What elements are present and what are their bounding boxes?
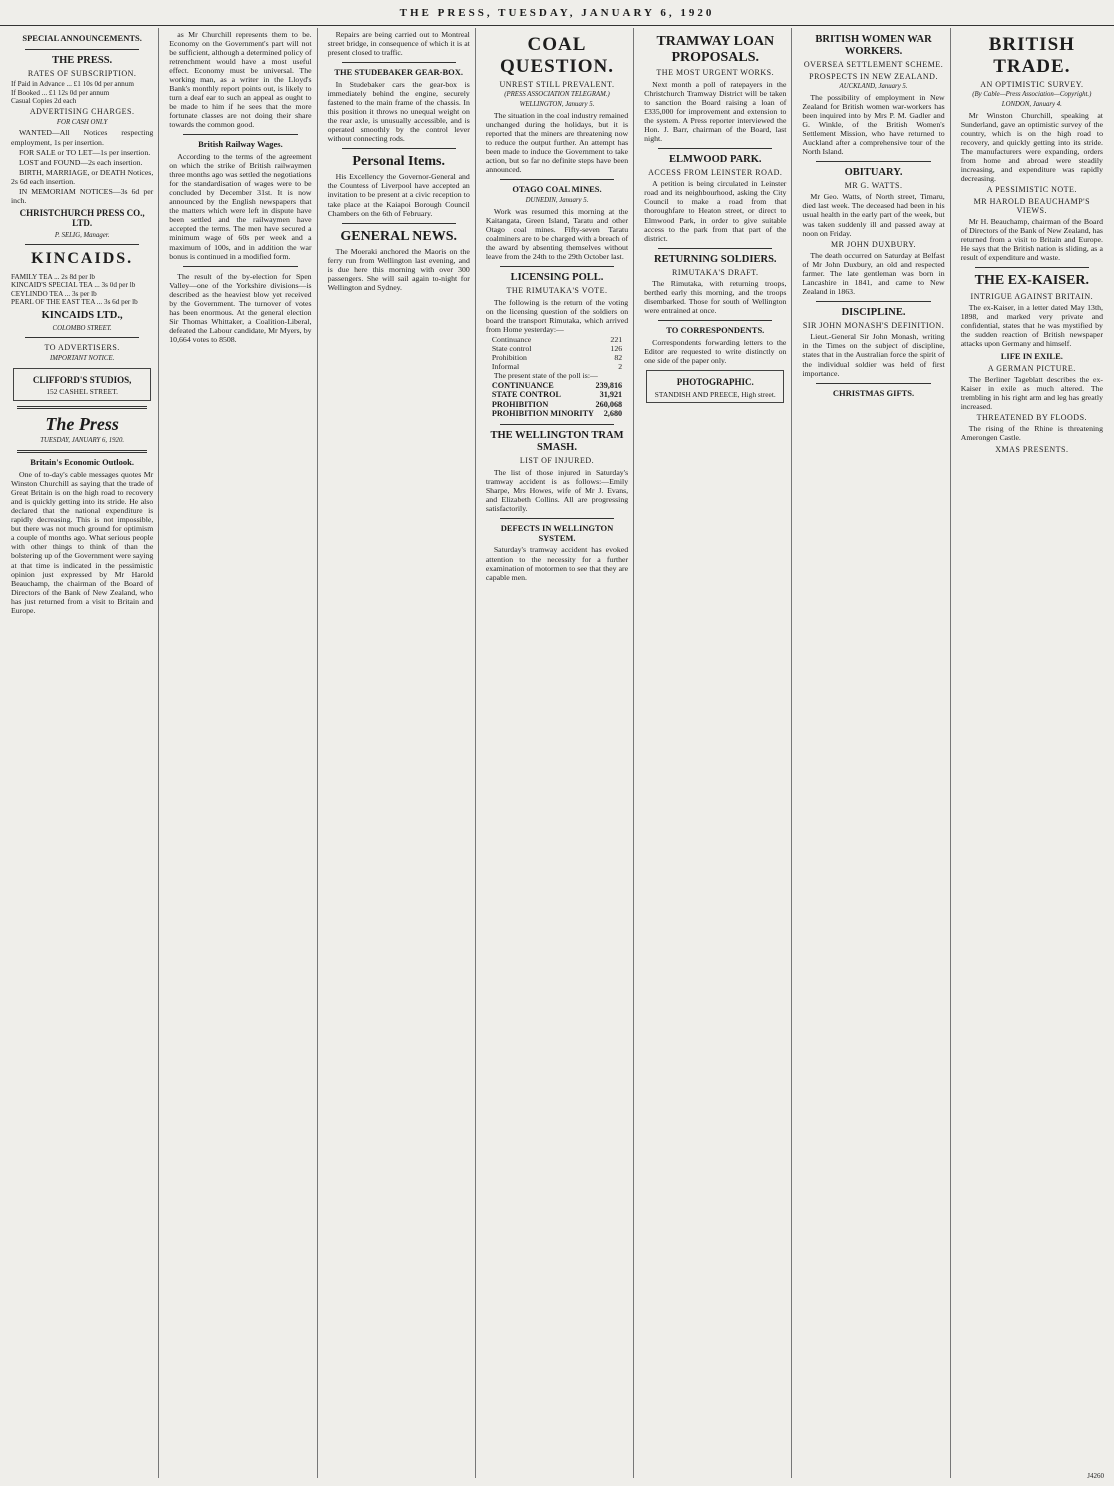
article-text: The situation in the coal industry remained unchanged during the holidays, but it is reported that the miners are threatening now to reduce the output further. An attempt has been made to induce the Government to take action, but so far no definite steps have been announced.	[485, 111, 629, 175]
divider	[25, 49, 139, 50]
christmas-gifts: CHRISTMAS GIFTS.	[832, 387, 915, 398]
general-news-heading: GENERAL NEWS.	[340, 228, 458, 244]
ad-code: J4260	[1087, 1472, 1104, 1480]
special-announcements-heading: SPECIAL ANNOUNCEMENTS.	[22, 33, 142, 43]
column-3	[323, 28, 476, 1478]
poll-total-row: STATE CONTROL 31,921	[491, 390, 623, 400]
column-5	[639, 28, 792, 1478]
discipline-heading: DISCIPLINE.	[841, 306, 906, 318]
adv-line: BIRTH, MARRIAGE, or DEATH Notices, 2s 6d each insertion.	[11, 167, 154, 186]
dateline: WELLINGTON, January 5.	[519, 101, 595, 109]
intrigue-subheading: INTRIGUE AGAINST BRITAIN.	[970, 291, 1094, 301]
divider	[816, 161, 930, 162]
railway-wages-heading: British Railway Wages.	[198, 139, 283, 150]
column-2	[164, 28, 317, 1478]
adv-line: LOST and FOUND—2s each insertion.	[19, 157, 143, 167]
article-text: According to the terms of the agreement on which the strike of British railwaymen three months ago was settled the negotiations for the standardisation of wages were to be concluded by December 31st. It is now announced by the English newspapers that the matters which were left in dispute have been settled and the railwaymen have accepted the terms. The men have secured a minimum wage of 60s per week and a maximum of 100s, and in addition the war bonus is continued in a modified form.	[169, 152, 312, 261]
press-heading: THE PRESS.	[52, 54, 113, 66]
tea-line: FAMILY TEA ... 2s 8d per lb	[11, 273, 95, 282]
photographic-title: PHOTOGRAPHIC.	[676, 377, 754, 388]
to-advertisers: TO ADVERTISERS.	[44, 343, 120, 353]
threatened-floods: THREATENED BY FLOODS.	[976, 413, 1088, 423]
article-text: Mr Geo. Watts, of North street, Timaru, died last week. The deceased had been in his usual health in the early part of the week, but was taken suddenly ill and passed away at noon on Friday.	[802, 192, 945, 238]
divider	[342, 223, 456, 224]
tram-smash-heading: THE WELLINGTON TRAM SMASH.	[490, 430, 624, 454]
adv-line: IN MEMORIAM NOTICES—3s 6d per inch.	[11, 186, 154, 205]
nz-prospects: PROSPECTS IN NEW ZEALAND.	[809, 71, 938, 81]
article-text: The Berliner Tageblatt describes the ex-Kaiser in exile as much altered. The trembling in his right arm and leg has greatly increased.	[960, 375, 1103, 412]
column-6	[797, 28, 950, 1478]
article-text: In Studebaker cars the gear-box is immediately behind the engine, securely fastened to the main frame of the chassis. In this position it throws no unequal weight on the rear axle, is unusually accessible, and is operated smoothly by the control lever without connecting rods.	[327, 79, 470, 144]
women-workers-heading: BRITISH WOMEN WAR WORKERS.	[815, 34, 932, 58]
gearbox-heading: THE STUDEBAKER GEAR-BOX.	[334, 67, 464, 78]
tea-line: CEYLINDO TEA ... 3s per lb	[11, 289, 97, 298]
dateline: LONDON, January 4.	[1001, 101, 1062, 109]
article-text: The present state of the poll is:—	[493, 370, 598, 380]
settlement-scheme: OVERSEA SETTLEMENT SCHEME.	[803, 60, 944, 70]
defects-heading: DEFECTS IN WELLINGTON SYSTEM.	[500, 522, 614, 543]
masthead	[0, 0, 1114, 26]
rate-line: If Booked ... £1 12s 0d per annum	[11, 88, 110, 97]
german-picture: A GERMAN PICTURE.	[987, 363, 1076, 373]
beauchamp-views: MR HAROLD BEAUCHAMP'S VIEWS.	[973, 196, 1091, 215]
personal-items-heading: Personal Items.	[352, 154, 445, 170]
article-text: Saturday's tramway accident has evoked attention to the necessity for a further examination of motormen to see that they are capable men.	[485, 545, 629, 582]
colombo-street: COLOMBO STREET.	[52, 324, 112, 332]
manager-name: P. SELIG, Manager.	[54, 231, 110, 239]
leinster-road: ACCESS FROM LEINSTER ROAD.	[648, 168, 783, 178]
cable-note: (By Cable—Press Association—Copyright.)	[972, 91, 1092, 99]
leader-heading: Britain's Economic Outlook.	[30, 457, 134, 468]
coal-question-heading: COAL QUESTION.	[499, 34, 615, 78]
clifford-address: 152 CASHEL STREET.	[46, 387, 118, 397]
divider	[183, 134, 297, 135]
clifford-ad	[13, 368, 151, 401]
article-text: The ex-Kaiser, in a letter dated May 13th, 1898, and marked very private and confidential, states that he was mystified by the sudden reaction of British newspaper attacks upon Germany and himself.	[960, 302, 1103, 348]
poll-row: Informal 2	[491, 361, 623, 371]
divider	[658, 248, 772, 249]
rates-heading: RATES OF SUBSCRIPTION.	[27, 69, 137, 79]
poll-total-row: CONTINUANCE 239,816	[491, 380, 623, 390]
masthead-title: THE PRESS, TUESDAY, JANUARY 6, 1920	[399, 6, 715, 19]
divider	[658, 148, 772, 149]
rate-line: If Paid in Advance ... £1 10s 0d per annum	[11, 80, 134, 89]
article-text: The Moeraki anchored the Maoris on the ferry run from Wellington last evening, and is due here this morning with over 300 passengers. She will sail again to-night for Wellington and Sydney.	[327, 246, 470, 292]
column-4	[481, 28, 634, 1478]
leader-text: One of to-day's cable messages quotes Mr Winston Churchill as saying that the trade of Great Britain is on the high road to recovery and is quickly getting into its stride. He also declared that the national expenditure is rapidly decreasing. This is not impossible, but there was not much ground for optimism a couple of months ago. What serious people with other things to think of than the bolstering up of the Government were saying at that time is indicated in the pessimistic opinion just expressed by Mr Harold Beauchamp, the chairman of the Board of Directors of the Bank of New Zealand, who has just returned from a visit to Britain and Europe.	[11, 470, 154, 615]
divider	[342, 148, 456, 149]
british-trade-heading: BRITISH TRADE.	[988, 34, 1075, 78]
rate-line: Casual Copies 2d each	[11, 96, 77, 105]
article-text: Mr Winston Churchill, speaking at Sunderland, gave an optimistic survey of the country, which is on the high road to recovery, and quickly getting into its stride. The manufacturers were expanding, orders from home and abroad were steadily increasing, and expenditure was rapidly decreasing.	[960, 111, 1103, 184]
company-name: CHRISTCHURCH PRESS CO., LTD.	[19, 207, 145, 229]
article-text: Mr H. Beauchamp, chairman of the Board of Directors of the Bank of New Zealand, has returned from a visit to Britain and Europe. He says that the British nation is sliding, as a result of expenditure and waste.	[960, 217, 1103, 263]
obit-watts: MR G. WATTS.	[844, 181, 903, 191]
otago-mines-heading: OTAGO COAL MINES.	[512, 184, 602, 195]
photographic-firm: STANDISH AND PREECE, High street.	[654, 389, 776, 399]
adv-line: FOR SALE or TO LET—1s per insertion.	[19, 147, 151, 157]
obituary-heading: OBITUARY.	[844, 166, 903, 178]
divider	[25, 244, 139, 245]
kincaids-brand: KINCAIDS.	[31, 250, 134, 268]
article-text: A petition is being circulated in Leinster road and its neighbourhood, asking the City Council to make a road from that thoroughfare to Heaton street, or direct to Elmwood Park, in order to give suitable access to the park from that part of the district.	[644, 179, 787, 243]
adv-line: WANTED—All Notices respecting employment, 1s per insertion.	[11, 128, 154, 147]
divider	[816, 383, 930, 384]
rimutaka-vote: THE RIMUTAKA'S VOTE.	[506, 286, 608, 296]
article-text: Correspondents forwarding letters to the Editor are requested to write distinctly on one side of the paper only.	[644, 338, 787, 366]
pessimistic-note: A PESSIMISTIC NOTE.	[986, 185, 1077, 195]
divider	[17, 450, 147, 453]
divider	[342, 62, 456, 63]
newspaper-columns	[6, 28, 1108, 1478]
photographic-ad	[646, 370, 784, 403]
divider	[500, 266, 614, 267]
injured-list: LIST OF INJURED.	[519, 456, 595, 466]
article-text: The list of those injured in Saturday's tramway accident is as follows:—Emily Sharpe, Mrs Howes, wife of Mr J. Evans, and Elizabeth Collins. All are progressing satisfactorily.	[485, 467, 629, 513]
article-text: The possibility of employment in New Zealand for British women war-workers has been inquired into by Mrs P. M. Gadler and G. Winkle, of the British Women's Settlement Mission, who have returned to Auckland after a comprehensive tour of the North Island.	[802, 92, 945, 156]
ex-kaiser-heading: THE EX-KAISER.	[974, 273, 1089, 289]
column-7	[956, 28, 1108, 1478]
life-in-exile: LIFE IN EXILE.	[1000, 350, 1063, 361]
article-text: His Excellency the Governor-General and the Countess of Liverpool have accepted an invitation to be present at a civic reception to take place at the Kaiapoi Borough Council Chambers on the 6th of February.	[327, 172, 470, 218]
paper-date: TUESDAY, JANUARY 6, 1920.	[40, 437, 125, 445]
advertising-heading: ADVERTISING CHARGES.	[29, 107, 135, 117]
poll-total-row: PROHIBITION 260,068	[491, 399, 623, 409]
paper-nameplate: The Press	[45, 413, 119, 434]
obit-duxbury: MR JOHN DUXBURY.	[831, 239, 917, 249]
article-text: Work was resumed this morning at the Kaitangata, Green Island, Taratu and other Otago coal mines. Fifty-seven Taratu coalminers are to be charged with a breach of the award by absenting themselves without leave from the 24th to the 29th October last.	[485, 207, 629, 262]
column-1	[6, 28, 159, 1478]
divider	[17, 406, 147, 409]
monash-definition: SIR JOHN MONASH'S DEFINITION.	[802, 321, 945, 331]
article-text: The result of the by-election for Spen Valley—one of the Yorkshire divisions—is described as the heaviest blow yet received by the Government. The turnover of votes has been enormous. At the general election Sir Thomas Whittaker, a Coalition-Liberal, defeated the Labour candidate, Mr Myers, by 10,664 votes to 8508.	[169, 271, 312, 344]
article-text: Repairs are being carried out to Montreal street bridge, in consequence of which it is at present closed to traffic.	[327, 30, 470, 58]
urgent-works: THE MOST URGENT WORKS.	[656, 68, 775, 78]
poll-row: State control 126	[491, 343, 623, 353]
xmas-presents: XMAS PRESENTS.	[995, 444, 1069, 454]
divider	[25, 337, 139, 338]
correspondents-heading: TO CORRESPONDENTS.	[666, 325, 765, 336]
optimistic-survey: AN OPTIMISTIC SURVEY.	[980, 80, 1084, 90]
elmwood-heading: ELMWOOD PARK.	[668, 153, 762, 165]
article-text: The following is the return of the voting on the licensing question of the soldiers on board the transport Rimutaka, which arrived from Home yesterday:—	[485, 297, 629, 334]
cash-note: FOR CASH ONLY	[56, 118, 108, 126]
divider	[975, 267, 1089, 268]
divider	[183, 266, 297, 267]
tramway-loan-heading: TRAMWAY LOAN PROPOSALS.	[656, 34, 775, 66]
tea-line: KINCAID'S SPECIAL TEA ... 3s 0d per lb	[11, 281, 136, 290]
article-text: Lieut.-General Sir John Monash, writing in the Times on the subject of discipline, states that in the Australian force the spirit of the individual soldier was held of first importance.	[802, 332, 945, 378]
coal-subheading: UNREST STILL PREVALENT.	[499, 80, 615, 90]
divider	[816, 301, 930, 302]
article-text: The rising of the Rhine is threatening Amerongen Castle.	[960, 424, 1103, 443]
divider	[658, 320, 772, 321]
dateline: DUNEDIN, January 5.	[525, 197, 589, 205]
returning-soldiers-heading: RETURNING SOLDIERS.	[654, 253, 777, 265]
divider	[500, 424, 614, 425]
article-text: as Mr Churchill represents them to be. Economy on the Government's part will not be sufficient, although a determined policy of retrenchment would have a most useful effect. Economy must be universal. The working man, as a writer in the Lloyd's Bank's monthly report points out, is likely to turn a deaf ear to such an appeal as ought to be made to him if he sees that the more fortunate classes are not doing their share towards the common good.	[169, 30, 312, 130]
dateline: AUCKLAND, January 5.	[839, 82, 908, 90]
article-text: Next month a poll of ratepayers in the Christchurch Tramway District will be taken to sanction the Board raising a loan of £335,000 for improvement and extension to the system. A Press reporter interviewed the Hon. J. Barr, chairman of the Board, last night.	[644, 79, 787, 143]
licensing-poll-heading: LICENSING POLL.	[510, 272, 604, 284]
poll-total-row: PROHIBITION MINORITY 2,680	[491, 409, 623, 419]
divider	[500, 179, 614, 180]
rimutaka-draft: RIMUTAKA'S DRAFT.	[672, 267, 759, 277]
divider	[500, 518, 614, 519]
poll-row: Prohibition 82	[491, 352, 623, 362]
article-text: The death occurred on Saturday at Belfast of Mr John Duxbury, an old and respected farmer. The late gentleman was born in Lancashire in 1841, and came to New Zealand in 1863.	[802, 250, 945, 296]
press-association-note: (PRESS ASSOCIATION TELEGRAM.)	[504, 91, 610, 99]
poll-row: Continuance 221	[491, 334, 623, 344]
important-notice: IMPORTANT NOTICE.	[49, 354, 115, 362]
clifford-name: CLIFFORD'S STUDIOS,	[32, 374, 132, 385]
article-text: The Rimutaka, with returning troops, berthed early this morning, and the troops disembarked. Those for south of Wellington were entrained at once.	[644, 279, 787, 316]
kincaids-ltd: KINCAIDS LTD.,	[41, 310, 123, 322]
tea-line: PEARL OF THE EAST TEA ... 3s 6d per lb	[11, 298, 138, 307]
